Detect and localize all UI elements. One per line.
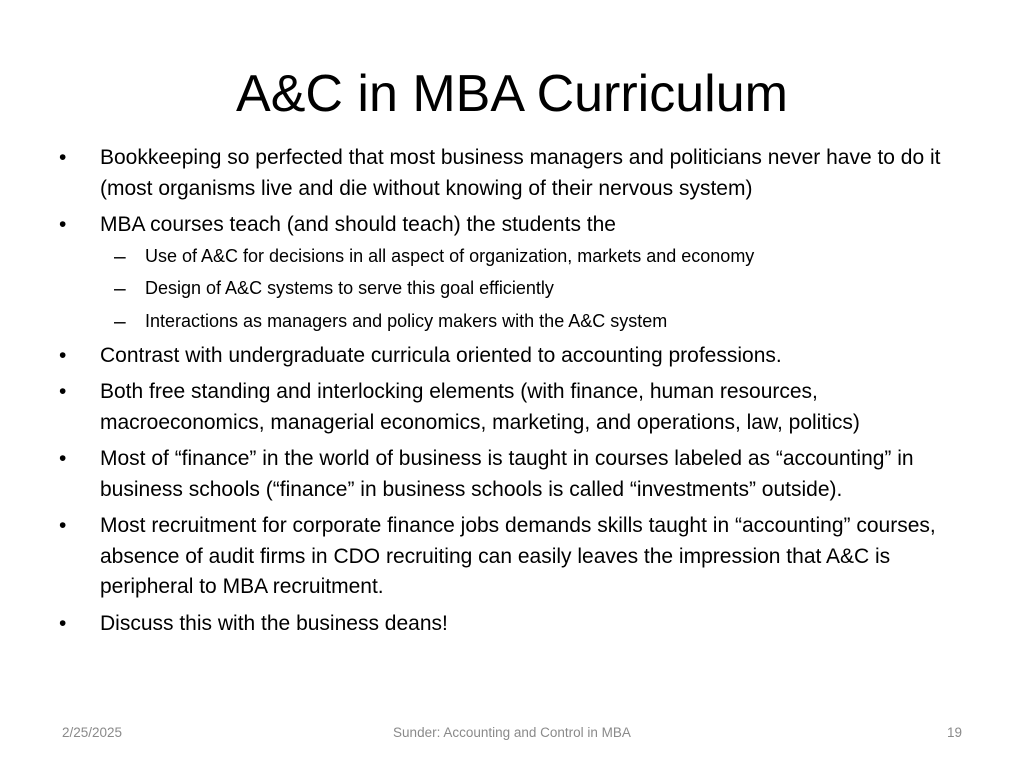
slide-number: 19 (946, 725, 962, 740)
footer-title: Sunder: Accounting and Control in MBA (393, 725, 631, 740)
bullet-marker: • (59, 146, 67, 169)
slide-title: A&C in MBA Curriculum (236, 65, 788, 123)
bullet-marker: • (59, 514, 67, 537)
bullet-marker: • (59, 343, 67, 367)
sub-bullet-text: Use of A&C for decisions in all aspect of organization, markets and economy (145, 245, 755, 266)
bullet-text: Contrast with undergraduate curricula oriented to accounting professions. (100, 343, 782, 367)
bullet-item (56, 210, 976, 335)
bullet-text: Discuss this with the business deans! (100, 611, 448, 635)
sub-bullet-marker: – (114, 309, 126, 333)
sub-bullet-text: Design of A&C systems to serve this goal efficiently (145, 278, 554, 298)
bullet-item (56, 511, 976, 603)
bullet-marker: • (59, 213, 67, 236)
bullet-marker: • (59, 611, 67, 635)
bullet-text: Both free standing and interlocking elements (with finance, human resources, macroeconomics, managerial economics, marketing, and operations, law, politics) (100, 380, 860, 434)
footer-date: 2/25/2025 (62, 725, 123, 740)
bullet-text: Most recruitment for corporate finance jobs demands skills taught in “accounting” courses, absence of audit firms in CDO recruiting can easily leaves the impression that A&C is peripheral to MBA recruitment. (100, 514, 936, 598)
bullet-list (56, 143, 976, 645)
bullet-text: Most of “finance” in the world of business is taught in courses labeled as “accounting” in business schools (“finance” in business schools is called “investments” outside). (100, 447, 914, 501)
bullet-item (56, 143, 976, 204)
sub-bullet-marker: – (114, 244, 126, 268)
bullet-item (56, 609, 976, 640)
bullet-item (56, 444, 976, 505)
sub-bullet-item (100, 308, 976, 335)
sub-bullet-item (100, 275, 976, 302)
sub-bullet-marker: – (114, 277, 126, 300)
bullet-marker: • (59, 447, 67, 470)
sub-bullet-text: Interactions as managers and policy makers with the A&C system (145, 310, 668, 331)
sub-bullet-list (100, 243, 976, 335)
bullet-item (56, 377, 976, 438)
bullet-item (56, 341, 976, 372)
bullet-text: Bookkeeping so perfected that most business managers and politicians never have to do it (most organisms live and die without knowing of their nervous system) (100, 146, 941, 200)
bullet-text: MBA courses teach (and should teach) the students the (100, 213, 616, 236)
sub-bullet-item (100, 243, 976, 270)
bullet-marker: • (59, 380, 67, 403)
